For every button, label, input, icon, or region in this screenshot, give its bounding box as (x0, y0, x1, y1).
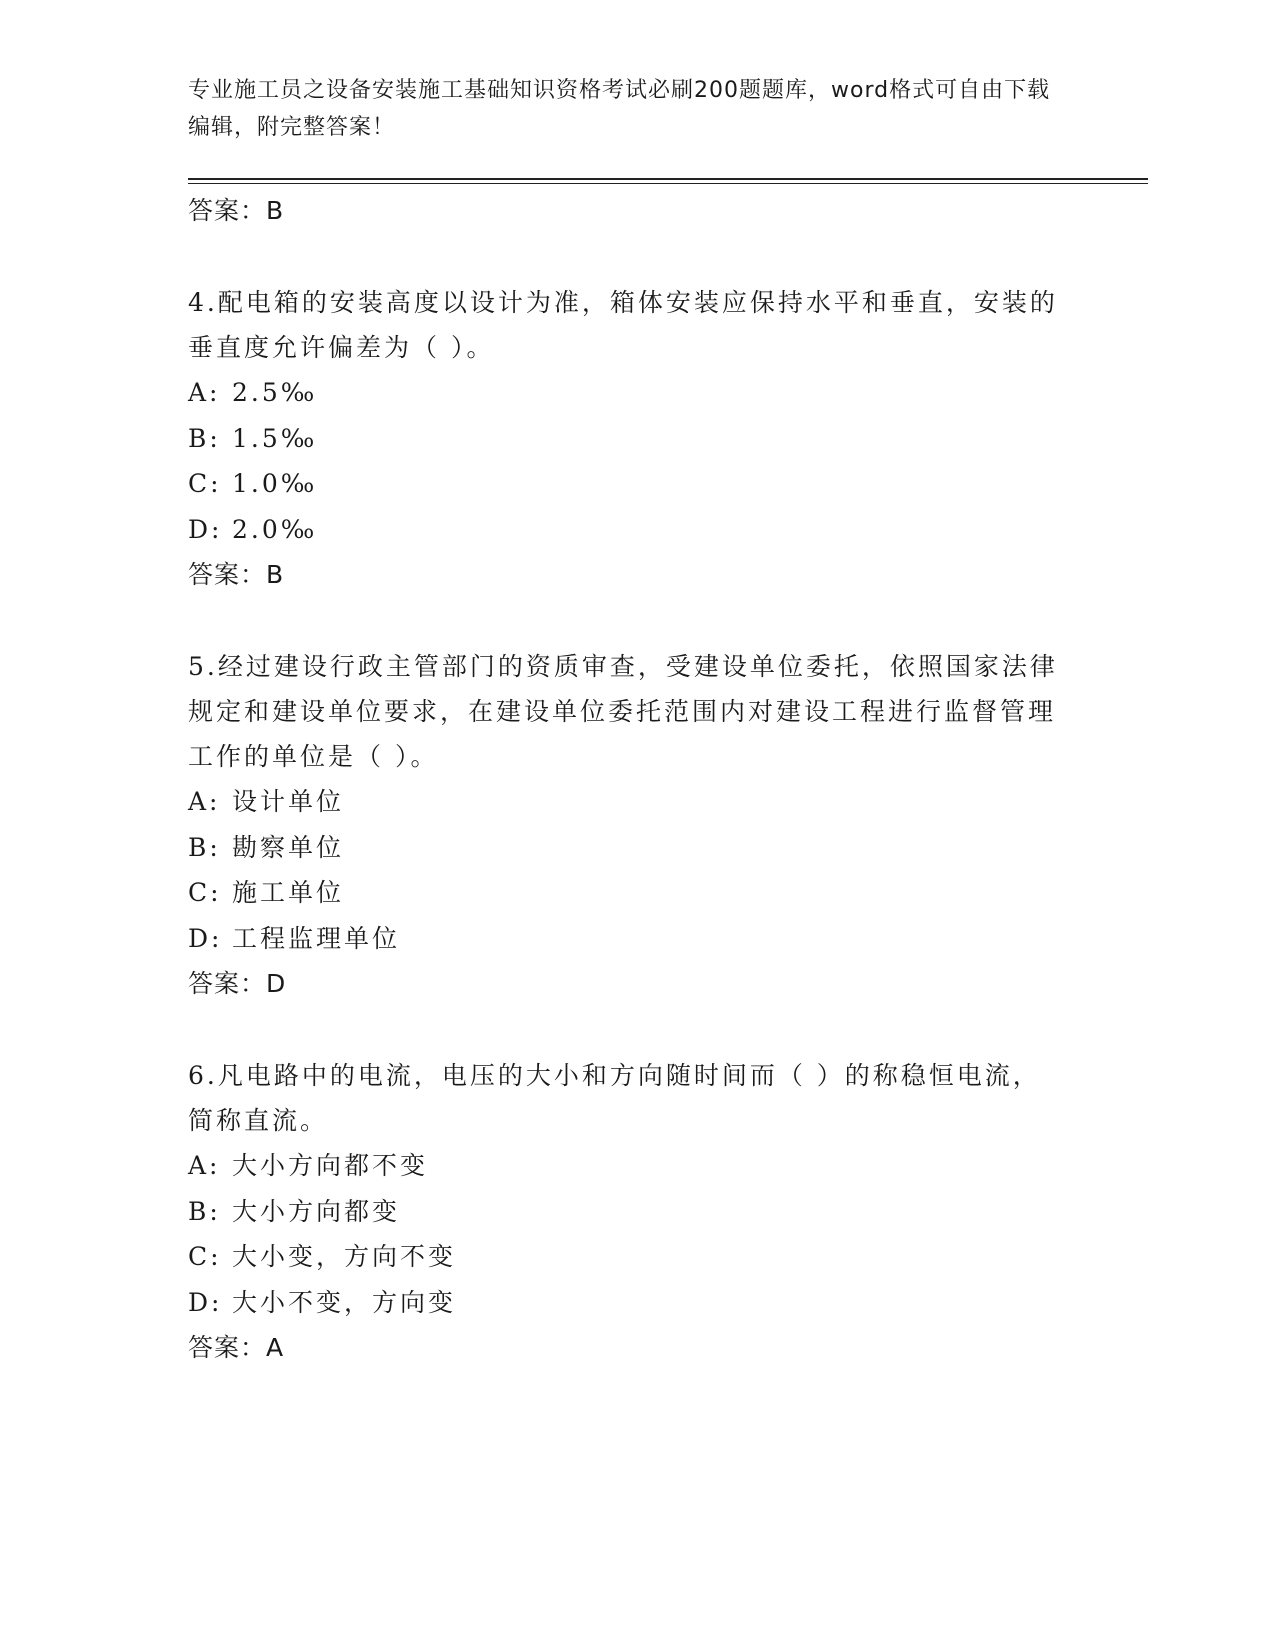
answer-label: 答案：A (188, 1333, 285, 1362)
question-5 (188, 644, 1068, 1007)
option-text: 大小不变，方向变 (232, 1287, 457, 1317)
answer-label: 答案：D (188, 969, 287, 998)
option-b (188, 416, 1068, 462)
option-key: A: (188, 1151, 221, 1180)
option-key: D: (188, 923, 223, 953)
option-key: A: (188, 378, 221, 407)
question-stem: 6.凡电路中的电流，电压的大小和方向随时间而（ ）的称稳恒电流，简称直流。 (188, 1061, 1041, 1135)
option-key: A: (188, 787, 221, 816)
option-text: 大小方向都不变 (232, 1151, 429, 1180)
option-text: 1.5‰ (232, 423, 318, 453)
option-key: C: (188, 1242, 222, 1271)
answer-label: 答案：B (188, 560, 285, 589)
option-text: 设计单位 (232, 787, 345, 816)
question-4 (188, 280, 1068, 598)
option-b (188, 1189, 1068, 1235)
option-text: 大小方向都变 (232, 1196, 401, 1226)
option-c (188, 1234, 1068, 1280)
option-text: 1.0‰ (232, 469, 318, 498)
document-header: 专业施工员之设备安装施工基础知识资格考试必刷200题题库，word格式可自由下载编辑，附完整答案！ (188, 78, 1051, 140)
option-key: B: (188, 1196, 221, 1226)
question-stem: 5.经过建设行政主管部门的资质审查，受建设单位委托，依照国家法律规定和建设单位要求，在建设单位委托范围内对建设工程进行监督管理工作的单位是（ ）。 (188, 652, 1058, 771)
option-d (188, 916, 1068, 962)
question-6 (188, 1053, 1068, 1371)
option-key: B: (188, 423, 221, 453)
option-b (188, 825, 1068, 871)
question-stem: 4.配电箱的安装高度以设计为准，箱体安装应保持水平和垂直，安装的垂直度允许偏差为（ ）。 (188, 288, 1058, 362)
header-divider-thin (188, 183, 1148, 184)
previous-answer: 答案：B (188, 196, 285, 225)
option-key: D: (188, 514, 223, 544)
option-c (188, 870, 1068, 916)
option-a (188, 370, 1068, 416)
option-text: 施工单位 (232, 878, 345, 907)
option-d (188, 507, 1068, 553)
option-key: D: (188, 1287, 223, 1317)
option-text: 2.5‰ (232, 378, 318, 407)
option-text: 勘察单位 (232, 832, 345, 862)
option-a (188, 779, 1068, 825)
option-d (188, 1280, 1068, 1326)
option-a (188, 1143, 1068, 1189)
option-key: C: (188, 878, 222, 907)
option-c (188, 461, 1068, 507)
option-text: 大小变，方向不变 (232, 1242, 457, 1271)
question-content (188, 188, 1068, 1371)
option-text: 工程监理单位 (232, 923, 401, 953)
header-divider-thick (188, 178, 1148, 180)
option-text: 2.0‰ (232, 514, 318, 544)
option-key: C: (188, 469, 222, 498)
option-key: B: (188, 832, 221, 862)
